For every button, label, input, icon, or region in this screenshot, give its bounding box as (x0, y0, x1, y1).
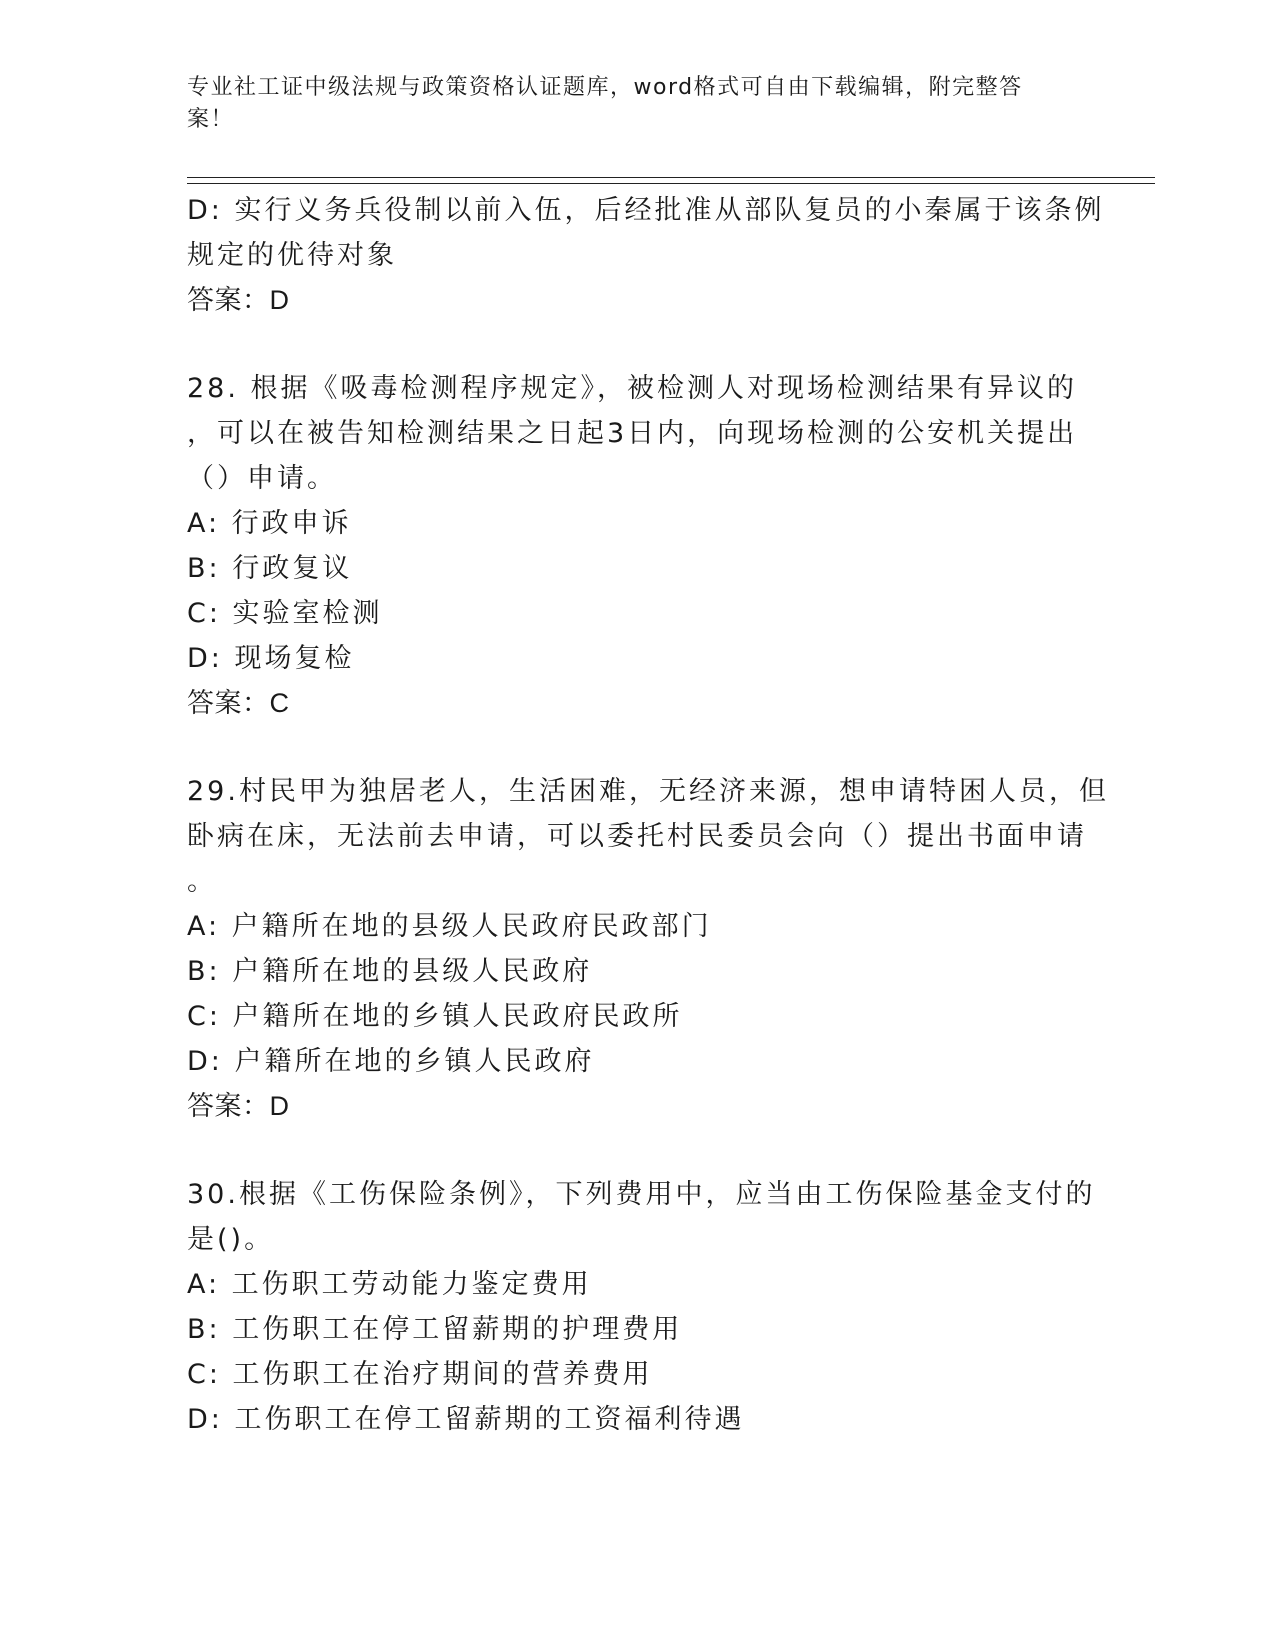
option-a: A: 行政申诉 (187, 508, 352, 539)
question-stem-line: 卧病在床，无法前去申请，可以委托村民委员会向（）提出书面申请 (187, 821, 1087, 852)
option-b: B: 工伤职工在停工留薪期的护理费用 (187, 1314, 683, 1345)
option-d-line-1: D: 实行义务兵役制以前入伍，后经批准从部队复员的小秦属于该条例 (187, 195, 1105, 226)
page-header (187, 72, 1067, 136)
option-d-line-2: 规定的优待对象 (187, 240, 397, 271)
answer-line: 答案：D (187, 285, 290, 315)
option-b: B: 户籍所在地的县级人民政府 (187, 956, 593, 987)
question-30 (187, 1172, 1096, 1442)
answer-line: 答案：D (187, 1091, 290, 1121)
question-stem-line: ，可以在被告知检测结果之日起3日内，向现场检测的公安机关提出 (187, 418, 1078, 449)
option-d: D: 工伤职工在停工留薪期的工资福利待遇 (187, 1404, 745, 1435)
document-body (187, 188, 1109, 1442)
option-a: A: 工伤职工劳动能力鉴定费用 (187, 1269, 592, 1300)
question-28 (187, 366, 1087, 726)
option-c: C: 实验室检测 (187, 598, 383, 629)
header-line-2: 案！ (187, 107, 235, 132)
option-a: A: 户籍所在地的县级人民政府民政部门 (187, 911, 712, 942)
question-stem-line: 28. 根据《吸毒检测程序规定》，被检测人对现场检测结果有异议的 (187, 373, 1078, 404)
question-stem-line: （）申请。 (187, 463, 337, 494)
question-29 (187, 769, 1109, 1129)
spacer (187, 1129, 1087, 1172)
option-c: C: 户籍所在地的乡镇人民政府民政所 (187, 1001, 683, 1032)
header-rule-top (187, 177, 1155, 178)
previous-question-tail (187, 188, 1105, 323)
header-line-1: 专业社工证中级法规与政策资格认证题库，word格式可自由下载编辑，附完整答 (187, 75, 1023, 100)
answer-line: 答案：C (187, 688, 290, 718)
question-stem-line: 30.根据《工伤保险条例》，下列费用中，应当由工伤保险基金支付的 (187, 1179, 1096, 1210)
option-d: D: 现场复检 (187, 643, 355, 674)
spacer (187, 726, 1087, 769)
question-stem-line: 。 (187, 866, 217, 897)
question-stem-line: 是()。 (187, 1224, 275, 1255)
option-d: D: 户籍所在地的乡镇人民政府 (187, 1046, 595, 1077)
question-stem-line: 29.村民甲为独居老人，生活困难，无经济来源，想申请特困人员，但 (187, 776, 1109, 807)
spacer (187, 323, 1087, 366)
option-c: C: 工伤职工在治疗期间的营养费用 (187, 1359, 653, 1390)
option-b: B: 行政复议 (187, 553, 353, 584)
header-rule-bottom (187, 183, 1155, 184)
